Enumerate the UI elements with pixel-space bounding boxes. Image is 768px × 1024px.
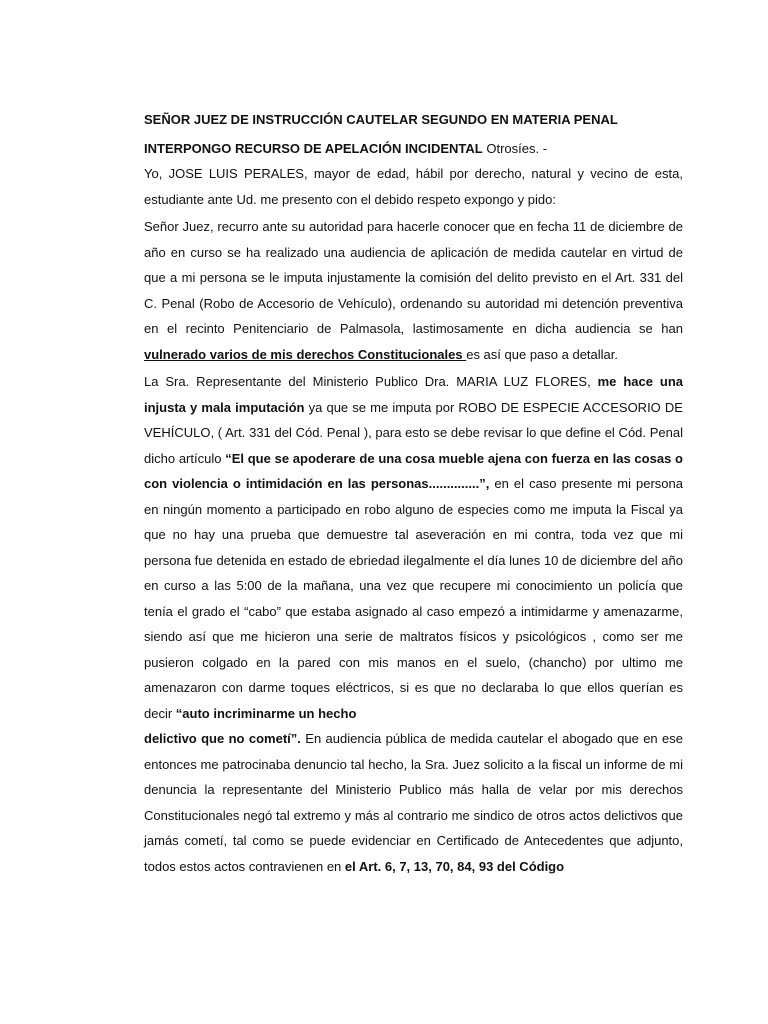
paragraph-request-text: Señor Juez, recurro ante su autoridad para hacerle conocer que en fecha 11 de diciembre de año en curso se ha realizado una audiencia de aplicación de medida cautelar en virtud de que a mi persona se le imputa injustamente la comisión del delito previsto en el Art. 331 del C. Penal (Robo de Accesorio de Vehículo), ordenando su autoridad mi detención preventiva en el recinto Penitenciario de Palmasola, lastimosamente en dicha audiencia se han [144, 219, 683, 336]
imputation-text-e: en el caso presente mi persona en ningún momento a participado en robo alguno de especies como me imputa la Fiscal ya que no hay una prueba que demuestre tal aseveración en mi contra, toda vez que mi persona fue detenida en estado de ebriedad ilegalmente el día lunes 10 de diciembre del año en curso a las 5:00 de la mañana, una vez que recupere mi conocimiento un policía que tenía el grado el “cabo” que estaba asignado al caso empezó a intimidarme y amenazarme, siendo así que me hicieron una serie de maltratos físicos y psicológicos , como ser me pusieron colgado en la pared con mis manos en el suelo, (chancho) por ultimo me amenazaron con darme toques eléctricos, si es que no declaraba lo que ellos querían es decir [144, 476, 683, 721]
heading-court: SEÑOR JUEZ DE INSTRUCCIÓN CAUTELAR SEGUNDO EN MATERIA PENAL [144, 112, 618, 127]
paragraph-imputation [144, 369, 683, 726]
paragraph-request [144, 214, 683, 367]
defense-text: En audiencia pública de medida cautelar el abogado que en ese entonces me patrocinaba denuncio tal hecho, la Sra. Juez solicito a la fiscal un informe de mi denuncia la representante del Ministerio Publico más halla de velar por mis derechos Constitucionales negó tal extremo y más al contrario me sindico de otros actos delictivos que jamás cometí, tal como se puede evidenciar en Certificado de Antecedentes que adjunto, todos estos actos contravienen en [144, 731, 684, 874]
imputation-text-a: La Sra. Representante del Ministerio Publico Dra. MARIA LUZ FLORES, [144, 374, 598, 389]
heading-appeal-title: INTERPONGO RECURSO DE APELACIÓN INCIDENTAL [144, 141, 483, 156]
heading-appeal [144, 140, 683, 158]
imputation-emphasis: me hace una injusta y mala imputación [144, 374, 683, 415]
imputation-text-c: ya que se me imputa por ROBO DE ESPECIE ACCESORIO DE VEHÍCULO, ( Art. 331 del Cód. Penal ), para esto se debe revisar lo que define el Cód. Penal dicho artículo [144, 399, 683, 466]
imputation-article-quote: “El que se apoderare de una cosa mueble ajena con fuerza en las cosas o con violencia o intimidación en las personas..............”, [144, 450, 683, 491]
defense-articles: el Art. 6, 7, 13, 70, 84, 93 del Código [344, 858, 565, 874]
paragraph-defense [144, 726, 683, 879]
heading-appeal-otrosies: Otrosíes. - [482, 141, 548, 156]
imputation-quote-start: “auto incriminarme un hecho [175, 705, 357, 721]
defense-quote-end: delictivo que no cometí”. [144, 731, 301, 746]
paragraph-request-emphasis: vulnerado varios de mis derechos Constitucionales [144, 346, 467, 362]
paragraph-request-end: es así que paso a detallar. [466, 346, 618, 362]
paragraph-intro: Yo, JOSE LUIS PERALES, mayor de edad, hábil por derecho, natural y vecino de esta, estudiante ante Ud. me presento con el debido respeto expongo y pido: [144, 166, 683, 207]
